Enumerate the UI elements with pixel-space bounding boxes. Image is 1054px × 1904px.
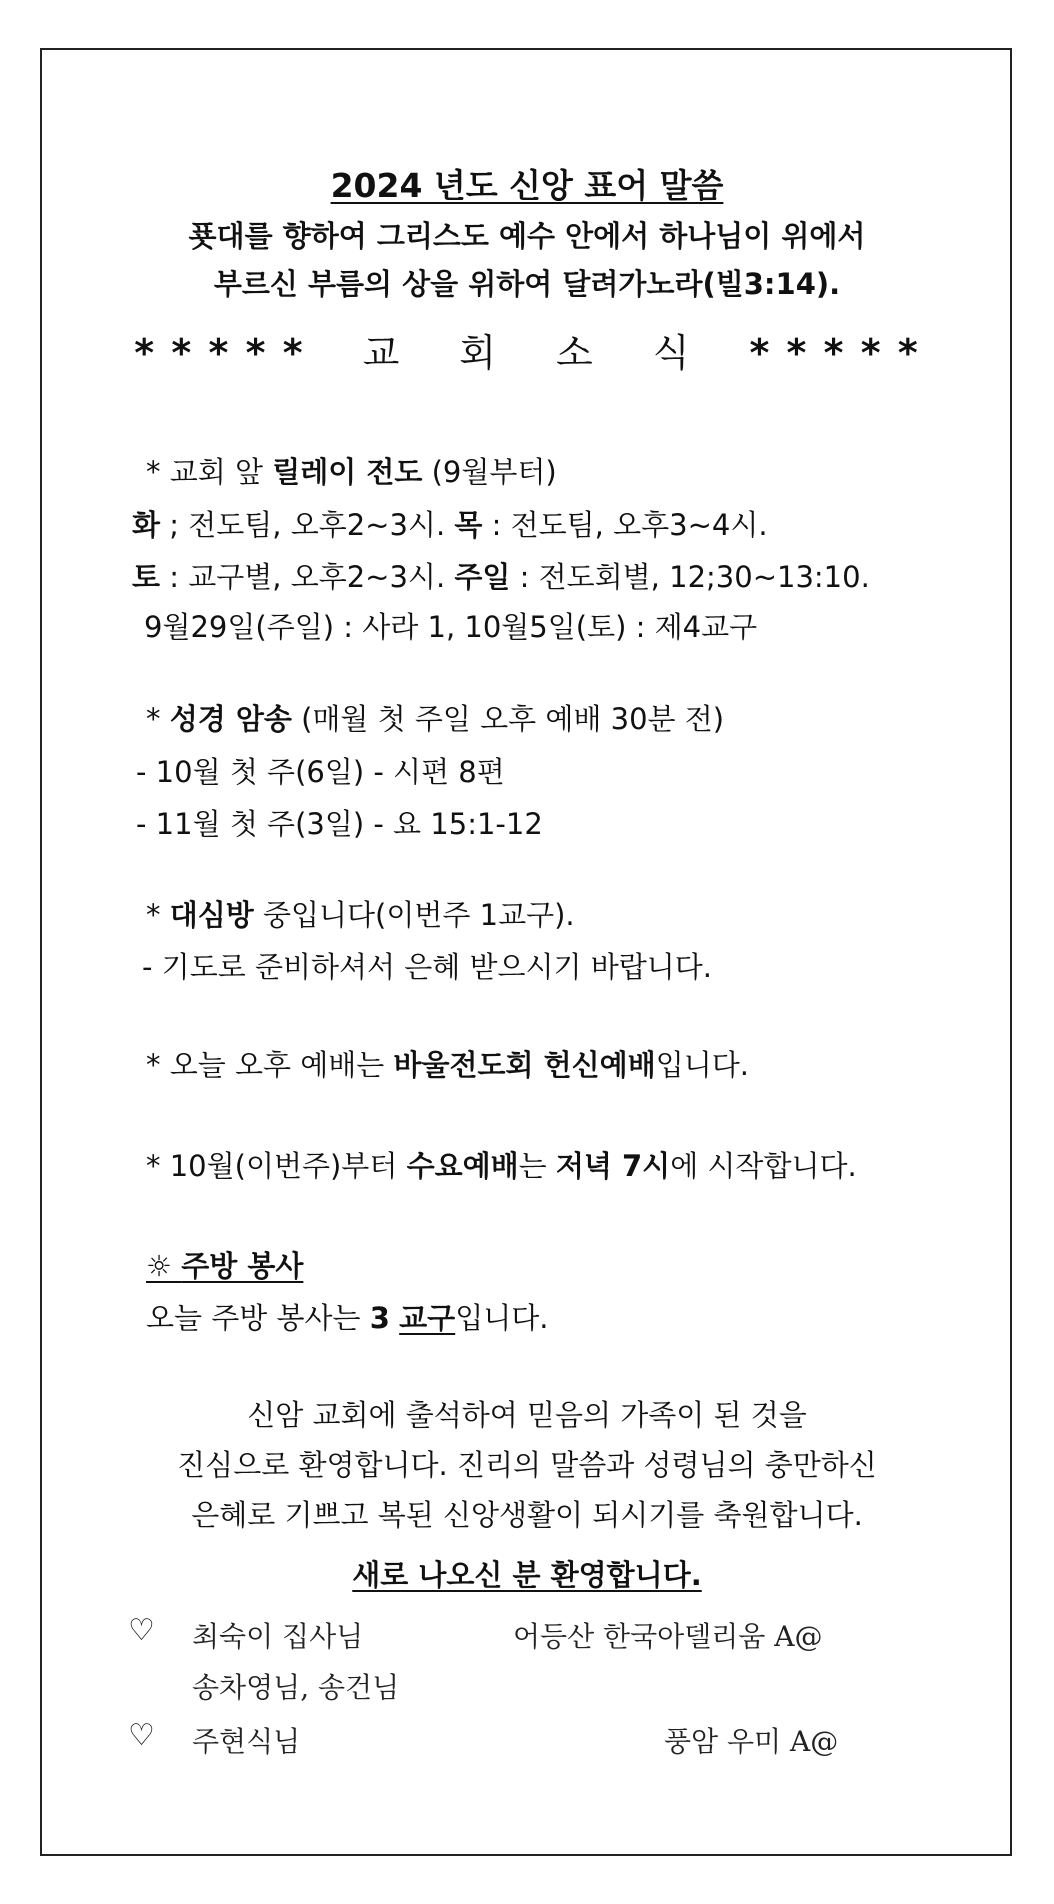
- motto-verse-line2: 부르신 부름의 상을 위하여 달려가노라(빌3:14).: [213, 267, 841, 301]
- news-char-1: 교: [362, 331, 402, 375]
- memorize-heading: [146, 697, 724, 738]
- relay-tue-thu: [132, 503, 768, 544]
- thu-label: 목: [454, 508, 483, 542]
- wednesday-mid: 는: [518, 1149, 547, 1183]
- visit-suffix: 중입니다(이번주 1교구).: [262, 898, 575, 932]
- bullet: *: [146, 898, 161, 932]
- news-char-3: 소: [556, 331, 595, 375]
- wednesday-suffix: 에 시작합니다.: [670, 1149, 857, 1183]
- kitchen-heading: [146, 1244, 303, 1285]
- welcome-line2: 진심으로 환영합니다. 진리의 말씀과 성령님의 충만하신: [177, 1448, 877, 1482]
- newcomer-1-names: 최숙이 집사님: [192, 1620, 364, 1653]
- worship-highlight: 바울전도회 헌신예배: [393, 1048, 656, 1082]
- kitchen-prefix: 오늘 주방 봉사는: [146, 1301, 361, 1335]
- bullet: *: [146, 1048, 161, 1082]
- thu-text: : 전도팀, 오후3~4시.: [491, 508, 768, 542]
- kitchen-title: 주방 봉사: [181, 1249, 304, 1283]
- memorize-line1: - 10월 첫 주(6일) - 시편 8편: [136, 755, 505, 789]
- wednesday-highlight1: 수요예배: [406, 1149, 519, 1183]
- kitchen-suffix: 입니다.: [455, 1301, 549, 1335]
- stars-right: * * * * *: [749, 331, 920, 375]
- sun-icon: ☼: [146, 1249, 172, 1283]
- kitchen-notice: [146, 1296, 548, 1337]
- heart-icon: ♡: [128, 1718, 155, 1753]
- sat-text: : 교구별, 오후2~3시.: [169, 560, 446, 594]
- relay-suffix: (9월부터): [431, 455, 557, 489]
- stars-left: * * * * *: [134, 331, 305, 375]
- memorize-suffix: (매월 첫 주일 오후 예배 30분 전): [301, 702, 725, 736]
- bullet: *: [146, 702, 161, 736]
- tue-label: 화: [132, 508, 161, 542]
- visit-line: - 기도로 준비하셔서 은혜 받으시기 바랍니다.: [142, 950, 713, 984]
- relay-schedule: 9월29일(주일) : 사라 1, 10월5일(토) : 제4교구: [144, 610, 758, 644]
- visit-highlight: 대심방: [169, 898, 254, 932]
- relay-highlight: 릴레이 전도: [272, 455, 423, 489]
- wednesday-prefix: 10월(이번주)부터: [169, 1149, 398, 1183]
- bullet: *: [146, 455, 161, 489]
- newcomer-2-place: 풍암 우미 A@: [664, 1725, 839, 1758]
- sun-text: : 전도회별, 12;30~13:10.: [519, 560, 870, 594]
- sun-label: 주일: [454, 560, 511, 594]
- kitchen-number: 3: [369, 1301, 390, 1335]
- tue-text: ; 전도팀, 오후2~3시.: [169, 508, 446, 542]
- worship-notice: [146, 1043, 749, 1084]
- wednesday-highlight2: 저녁 7시: [555, 1149, 671, 1183]
- kitchen-word: 교구: [399, 1301, 456, 1335]
- newcomer-heading-text: 새로 나오신 분 환영합니다.: [352, 1558, 702, 1592]
- motto-title-text: 2024 년도 신앙 표어 말씀: [330, 166, 724, 205]
- memorize-highlight: 성경 암송: [169, 702, 292, 736]
- relay-sat-sun: [132, 555, 870, 596]
- visit-heading: [146, 893, 575, 934]
- newcomer-1-names2: 송차영님, 송건님: [192, 1671, 400, 1704]
- bullet: *: [146, 1149, 161, 1183]
- relay-heading: [146, 450, 557, 491]
- sat-label: 토: [132, 560, 161, 594]
- news-char-4: 식: [652, 331, 692, 375]
- motto-verse-line1: 푯대를 향하여 그리스도 예수 안에서 하나님이 위에서: [188, 219, 866, 253]
- relay-prefix: 교회 앞: [169, 455, 263, 489]
- wednesday-notice: [146, 1144, 857, 1185]
- newcomer-1-place: 어등산 한국아델리움 A@: [513, 1620, 823, 1653]
- motto-title: [0, 160, 1054, 207]
- kitchen-heading-underline: [146, 1249, 303, 1283]
- worship-prefix: 오늘 오후 예배는: [169, 1048, 385, 1082]
- welcome-line3: 은혜로 기쁘고 복된 신앙생활이 되시기를 축원합니다.: [191, 1498, 863, 1532]
- worship-suffix: 입니다.: [655, 1048, 749, 1082]
- memorize-line2: - 11월 첫 주(3일) - 요 15:1-12: [136, 807, 543, 841]
- heart-icon: ♡: [128, 1613, 155, 1648]
- newcomer-2-names: 주현식님: [192, 1725, 301, 1758]
- church-news-banner: [0, 322, 1054, 377]
- welcome-line1: 신암 교회에 출석하여 믿음의 가족이 된 것을: [247, 1398, 807, 1432]
- newcomer-heading: [0, 1553, 1054, 1594]
- news-char-2: 회: [459, 331, 498, 375]
